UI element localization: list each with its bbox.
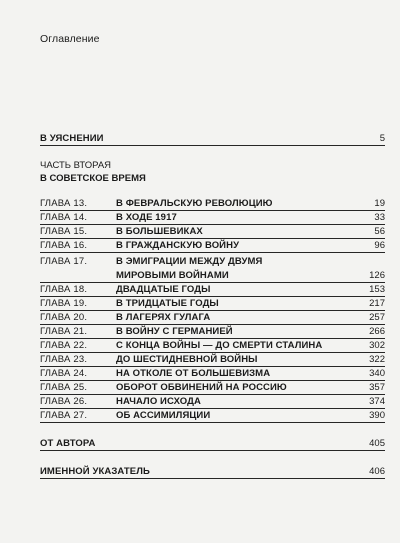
chapter-title: В ГРАЖДАНСКУЮ ВОЙНУ <box>116 240 240 251</box>
divider <box>40 252 385 253</box>
chapter-page: 266 <box>369 326 385 337</box>
chapter-page: 390 <box>369 410 385 421</box>
entry-title: В УЯСНЕНИИ <box>40 133 104 144</box>
chapter-title: ОБОРОТ ОБВИНЕНИЙ НА РОССИЮ <box>116 382 287 393</box>
chapter-label: ГЛАВА 22. <box>40 340 88 351</box>
toc-entry-chapter-17[interactable] <box>40 255 385 282</box>
chapter-page: 357 <box>369 382 385 393</box>
chapter-label: ГЛАВА 18. <box>40 284 88 295</box>
toc-entry-chapter-24[interactable] <box>40 367 385 380</box>
chapter-title: ОБ АССИМИЛЯЦИИ <box>116 410 211 421</box>
chapter-page: 96 <box>374 240 385 251</box>
chapter-page: 33 <box>374 212 385 223</box>
toc-entry-chapter-15[interactable] <box>40 225 385 238</box>
chapter-page: 302 <box>369 340 385 351</box>
toc-entry-index[interactable] <box>40 465 385 478</box>
chapter-label: ГЛАВА 19. <box>40 298 88 309</box>
chapter-page: 19 <box>374 198 385 209</box>
chapter-label: ГЛАВА 27. <box>40 410 88 421</box>
chapter-page: 340 <box>369 368 385 379</box>
part-label: ЧАСТЬ ВТОРАЯ <box>40 160 112 171</box>
chapter-label: ГЛАВА 21. <box>40 326 88 337</box>
chapter-title: В ХОДЕ 1917 <box>116 212 177 223</box>
chapter-title: В ВОЙНУ С ГЕРМАНИЕЙ <box>116 326 233 337</box>
part-title: В СОВЕТСКОЕ ВРЕМЯ <box>40 173 146 184</box>
chapter-title: НА ОТКОЛЕ ОТ БОЛЬШЕВИЗМА <box>116 368 271 379</box>
chapter-label: ГЛАВА 17. <box>40 256 88 267</box>
chapter-label: ГЛАВА 24. <box>40 368 88 379</box>
chapter-label: ГЛАВА 15. <box>40 226 88 237</box>
chapter-title: ДО ШЕСТИДНЕВНОЙ ВОЙНЫ <box>116 354 258 365</box>
chapter-page: 126 <box>369 270 385 281</box>
chapter-label: ГЛАВА 20. <box>40 312 88 323</box>
toc-entry-chapter-23[interactable] <box>40 353 385 366</box>
toc-entry-chapter-14[interactable] <box>40 211 385 224</box>
chapter-page: 217 <box>369 298 385 309</box>
chapter-page: 56 <box>374 226 385 237</box>
chapter-title: НАЧАЛО ИСХОДА <box>116 396 201 407</box>
toc-entry-chapter-26[interactable] <box>40 395 385 408</box>
entry-page: 5 <box>379 133 385 144</box>
chapter-page: 257 <box>369 312 385 323</box>
toc-entry-author[interactable] <box>40 437 385 450</box>
chapter-title: В ЛАГЕРЯХ ГУЛАГА <box>116 312 211 323</box>
chapter-title: В БОЛЬШЕВИКАХ <box>116 226 203 237</box>
toc-entry-chapter-16[interactable] <box>40 239 385 252</box>
page-header: Оглавление <box>40 33 100 45</box>
chapter-label: ГЛАВА 13. <box>40 198 88 209</box>
entry-title: ИМЕННОЙ УКАЗАТЕЛЬ <box>40 466 150 477</box>
toc-entry-chapter-18[interactable] <box>40 283 385 296</box>
toc-entry-chapter-20[interactable] <box>40 311 385 324</box>
toc-entry-intro[interactable] <box>40 132 385 145</box>
toc-entry-chapter-25[interactable] <box>40 381 385 394</box>
chapter-label: ГЛАВА 25. <box>40 382 88 393</box>
divider <box>40 450 385 451</box>
divider <box>40 478 385 479</box>
chapter-label: ГЛАВА 16. <box>40 240 88 251</box>
chapter-page: 374 <box>369 396 385 407</box>
chapter-title: С КОНЦА ВОЙНЫ — ДО СМЕРТИ СТАЛИНА <box>116 340 323 351</box>
divider <box>40 422 385 423</box>
entry-page: 405 <box>369 438 385 449</box>
chapter-title: ДВАДЦАТЫЕ ГОДЫ <box>116 284 211 295</box>
chapter-title: В ФЕВРАЛЬСКУЮ РЕВОЛЮЦИЮ <box>116 198 273 209</box>
chapter-page: 322 <box>369 354 385 365</box>
toc-entry-chapter-22[interactable] <box>40 339 385 352</box>
chapter-title: В ТРИДЦАТЫЕ ГОДЫ <box>116 298 219 309</box>
divider <box>40 145 385 146</box>
toc-entry-chapter-19[interactable] <box>40 297 385 310</box>
chapter-title-line1: В ЭМИГРАЦИИ МЕЖДУ ДВУМЯ <box>116 256 263 267</box>
chapter-title-line2: МИРОВЫМИ ВОЙНАМИ <box>116 270 229 281</box>
toc-entry-chapter-21[interactable] <box>40 325 385 338</box>
chapter-label: ГЛАВА 23. <box>40 354 88 365</box>
chapter-label: ГЛАВА 14. <box>40 212 88 223</box>
toc-entry-chapter-27[interactable] <box>40 409 385 422</box>
entry-page: 406 <box>369 466 385 477</box>
chapter-page: 153 <box>369 284 385 295</box>
toc-entry-chapter-13[interactable] <box>40 197 385 210</box>
entry-title: ОТ АВТОРА <box>40 438 96 449</box>
chapter-label: ГЛАВА 26. <box>40 396 88 407</box>
